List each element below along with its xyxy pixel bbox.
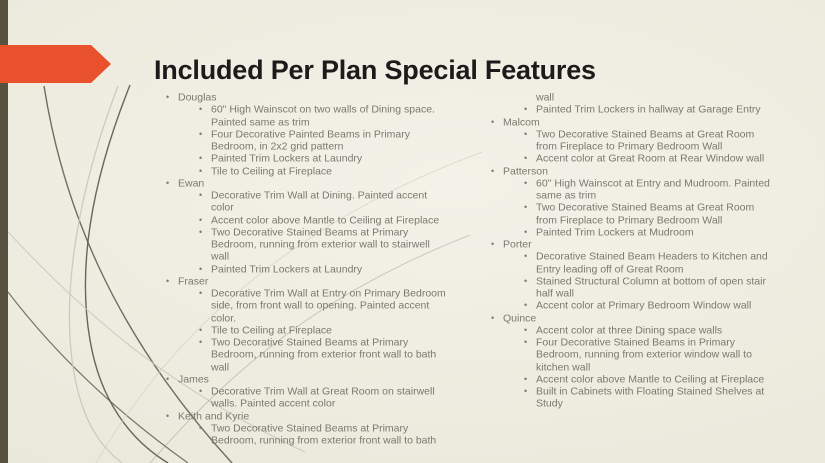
- line-text: same as trim: [536, 189, 597, 202]
- line-text: Two Decorative Stained Beams at Great Room: [536, 201, 755, 214]
- bullet-dot: •: [491, 239, 495, 249]
- list-line: [489, 177, 819, 189]
- list-line: [489, 128, 819, 140]
- list-line: [164, 361, 479, 373]
- line-text: Painted Trim Lockers at Laundry: [211, 263, 363, 275]
- bullet-dot: •: [491, 116, 495, 127]
- bullet-dot: •: [524, 275, 528, 286]
- list-line: [489, 189, 819, 201]
- list-line: [489, 91, 819, 103]
- list-line: [164, 177, 479, 189]
- bullet-dot: •: [199, 165, 203, 176]
- line-text: side, from front wall to opening. Painted accent: [211, 299, 430, 312]
- line-text: wall: [211, 361, 230, 373]
- bullet-dot: •: [524, 386, 528, 396]
- bullet-dot: •: [524, 251, 528, 262]
- line-text: Bedroom, running from exterior wall to stairwell: [211, 238, 430, 251]
- list-line: [164, 250, 479, 262]
- list-line: [164, 422, 479, 434]
- line-text: Accent color at Great Room at Rear Window wall: [536, 152, 765, 165]
- bullet-dot: •: [199, 324, 203, 335]
- list-line: [489, 397, 819, 409]
- list-line: [164, 348, 479, 360]
- bullet-dot: •: [524, 202, 528, 213]
- line-text: kitchen wall: [536, 361, 591, 373]
- line-text: 60" High Wainscot at Entry and Mudroom. Painted: [536, 177, 770, 190]
- list-line: [164, 189, 479, 201]
- list-line: [489, 324, 819, 336]
- list-line: [164, 140, 479, 152]
- text-column-right: [489, 91, 819, 410]
- line-text: from Fireplace to Primary Bedroom Wall: [536, 214, 723, 226]
- list-line: [164, 238, 479, 250]
- bullet-dot: •: [524, 153, 528, 164]
- list-line: [489, 201, 819, 213]
- line-text: Entry leading off of Great Room: [536, 263, 684, 275]
- list-line: [164, 299, 479, 311]
- bullet-dot: •: [199, 190, 203, 200]
- list-line: [164, 214, 479, 226]
- list-line: [489, 361, 819, 373]
- line-text: Porter: [503, 238, 532, 251]
- line-text: Fraser: [178, 275, 209, 288]
- list-line: [489, 348, 819, 360]
- bullet-dot: •: [199, 337, 203, 347]
- list-line: [164, 116, 479, 128]
- list-line: [164, 128, 479, 140]
- line-text: wall: [211, 250, 230, 263]
- line-text: Built in Cabinets with Floating Stained Shelves at: [536, 385, 765, 398]
- line-text: Two Decorative Stained Beams at Primary: [211, 336, 409, 349]
- line-text: Accent color at three Dining space walls: [536, 324, 723, 337]
- list-line: [164, 287, 479, 299]
- line-text: walls. Painted accent color: [211, 397, 336, 410]
- line-text: Four Decorative Stained Beams in Primary: [536, 336, 735, 349]
- list-line: [164, 373, 479, 385]
- bullet-dot: •: [524, 104, 528, 115]
- line-text: Accent color at Primary Bedroom Window wall: [536, 299, 752, 312]
- bullet-dot: •: [524, 128, 528, 139]
- bullet-dot: •: [199, 104, 203, 115]
- line-text: Painted Trim Lockers in hallway at Garage Entry: [536, 103, 761, 116]
- bullet-dot: •: [199, 288, 203, 298]
- line-text: Accent color above Mantle to Ceiling at Fireplace: [536, 373, 765, 386]
- bullet-dot: •: [166, 92, 170, 102]
- text-column-left: [164, 91, 479, 446]
- line-text: Two Decorative Stained Beams at Primary: [211, 226, 409, 239]
- list-line: [164, 397, 479, 409]
- line-text: Accent color above Mantle to Ceiling at Fireplace: [211, 214, 440, 226]
- line-text: Painted Trim Lockers at Laundry: [211, 152, 363, 165]
- line-text: Painted same as trim: [211, 116, 310, 128]
- bullet-dot: •: [491, 312, 495, 323]
- list-line: [489, 336, 819, 348]
- bullet-dot: •: [491, 165, 495, 176]
- list-line: [164, 336, 479, 348]
- bullet-dot: •: [199, 422, 203, 433]
- list-line: [489, 165, 819, 177]
- line-text: Keith and Kyrie: [178, 410, 250, 422]
- list-line: [164, 324, 479, 336]
- line-text: color: [211, 201, 234, 214]
- list-line: [164, 91, 479, 103]
- list-line: [489, 287, 819, 299]
- line-text: Bedroom, running from exterior front wall to bath: [211, 434, 437, 447]
- line-text: Two Decorative Stained Beams at Great Room: [536, 128, 755, 141]
- line-text: Patterson: [503, 165, 548, 177]
- line-text: Bedroom, running from exterior front wall to bath: [211, 348, 437, 361]
- list-line: [164, 410, 479, 422]
- line-text: Stained Structural Column at bottom of open stair: [536, 275, 766, 288]
- list-line: [164, 226, 479, 238]
- page-title: Included Per Plan Special Features: [154, 55, 596, 85]
- list-line: [489, 103, 819, 115]
- bullet-dot: •: [199, 153, 203, 164]
- list-line: [164, 165, 479, 177]
- line-text: Quince: [503, 312, 537, 324]
- list-line: [489, 152, 819, 164]
- bullet-dot: •: [166, 373, 170, 384]
- line-text: Tile to Ceiling at Fireplace: [211, 324, 332, 337]
- line-text: Tile to Ceiling at Fireplace: [211, 165, 332, 177]
- bullet-dot: •: [199, 214, 203, 225]
- line-text: James: [178, 373, 209, 386]
- list-line: [164, 385, 479, 397]
- list-line: [489, 385, 819, 397]
- line-text: Bedroom, in 2x2 grid pattern: [211, 140, 344, 153]
- list-line: [489, 238, 819, 250]
- list-line: [489, 116, 819, 128]
- bullet-dot: •: [199, 386, 203, 396]
- bullet-dot: •: [524, 324, 528, 335]
- line-text: Decorative Trim Wall at Dining. Painted accent: [211, 189, 428, 202]
- line-text: Douglas: [178, 91, 217, 104]
- list-line: [164, 275, 479, 287]
- line-text: wall: [536, 91, 555, 104]
- line-text: 60" High Wainscot on two walls of Dining space.: [211, 103, 435, 116]
- list-line: [164, 434, 479, 446]
- bullet-dot: •: [524, 300, 528, 311]
- list-line: [489, 214, 819, 226]
- bullet-dot: •: [199, 128, 203, 139]
- line-text: half wall: [536, 287, 574, 300]
- line-text: Decorative Stained Beam Headers to Kitchen and: [536, 250, 768, 263]
- bullet-dot: •: [524, 177, 528, 188]
- list-line: [489, 250, 819, 262]
- list-line: [164, 312, 479, 324]
- bullet-dot: •: [166, 410, 170, 421]
- line-text: Decorative Trim Wall at Entry on Primary Bedroom: [211, 287, 446, 300]
- line-text: Painted Trim Lockers at Mudroom: [536, 226, 694, 239]
- orange-arrow-icon: [0, 0, 120, 95]
- list-line: [489, 140, 819, 152]
- list-line: [164, 263, 479, 275]
- list-line: [489, 226, 819, 238]
- bullet-dot: •: [199, 263, 203, 274]
- line-text: Two Decorative Stained Beams at Primary: [211, 422, 409, 435]
- list-line: [489, 263, 819, 275]
- list-line: [489, 299, 819, 311]
- line-text: Malcom: [503, 116, 540, 128]
- list-line: [489, 312, 819, 324]
- line-text: Bedroom, running from exterior window wall to: [536, 348, 752, 361]
- line-text: Decorative Trim Wall at Great Room on stairwell: [211, 385, 435, 398]
- list-line: [164, 201, 479, 213]
- line-text: Four Decorative Painted Beams in Primary: [211, 128, 410, 141]
- line-text: color.: [211, 312, 237, 324]
- bullet-dot: •: [166, 275, 170, 286]
- bullet-dot: •: [166, 177, 170, 188]
- bullet-dot: •: [524, 373, 528, 384]
- line-text: Study: [536, 397, 563, 410]
- line-text: from Fireplace to Primary Bedroom Wall: [536, 140, 723, 153]
- list-line: [164, 152, 479, 164]
- list-line: [489, 275, 819, 287]
- list-line: [164, 103, 479, 115]
- bullet-dot: •: [524, 337, 528, 347]
- bullet-dot: •: [524, 226, 528, 237]
- line-text: Ewan: [178, 177, 205, 190]
- bullet-dot: •: [199, 226, 203, 237]
- list-line: [489, 373, 819, 385]
